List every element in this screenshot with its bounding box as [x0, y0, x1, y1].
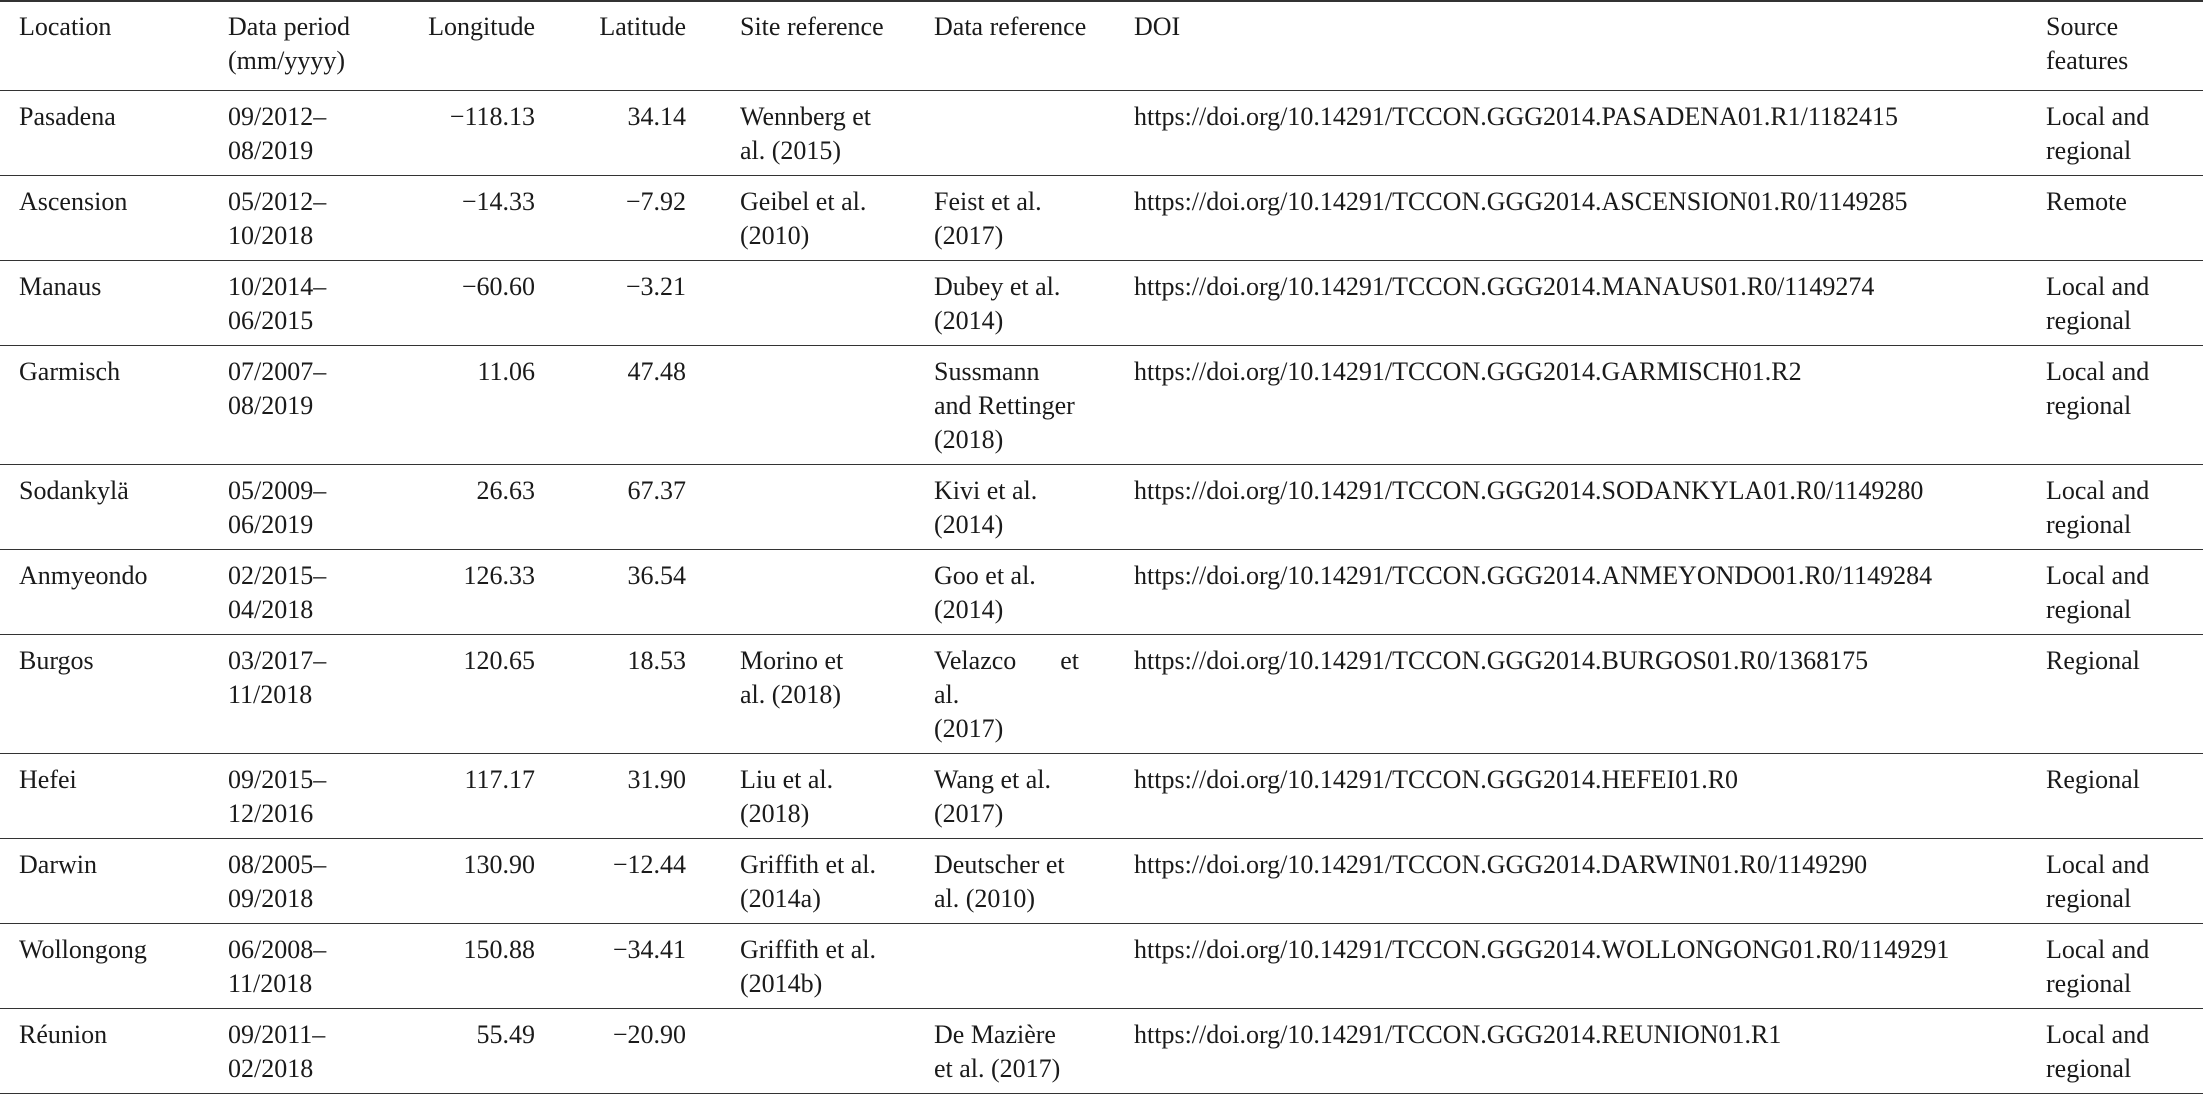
- site-reference-line: (2014a): [740, 884, 821, 913]
- cell-longitude: 150.88: [463, 935, 535, 964]
- cell-source-features: [2046, 346, 2203, 465]
- data-reference-line: (2017): [934, 714, 1004, 743]
- data-reference-line: (2014): [934, 595, 1004, 624]
- table-row: [0, 346, 2203, 465]
- cell-latitude: −12.44: [612, 850, 686, 879]
- site-reference-line: Liu et al.: [740, 765, 834, 794]
- period-end: 02/2018: [228, 1054, 314, 1083]
- period-start: 10/2014–: [228, 272, 327, 301]
- header-row: [0, 1, 2203, 91]
- header-doi: DOI: [1134, 12, 1181, 41]
- cell-data-period: [214, 839, 403, 924]
- cell-longitude: −60.60: [461, 272, 535, 301]
- cell-data-reference: [918, 261, 1121, 346]
- cell-data-reference: [918, 635, 1121, 754]
- cell-source-features: [2046, 550, 2203, 635]
- cell-location: Garmisch: [19, 357, 121, 386]
- cell-longitude: 11.06: [477, 357, 535, 386]
- cell-location: Burgos: [19, 646, 94, 675]
- source-line: Local and: [2046, 561, 2150, 590]
- cell-doi-link[interactable]: https://doi.org/10.14291/TCCON.GGG2014.ASCENSION01.R0/1149285: [1134, 187, 1908, 216]
- cell-latitude: 31.90: [627, 765, 686, 794]
- cell-data-period: [214, 1009, 403, 1094]
- header-source-features: Source features: [2046, 12, 2129, 75]
- cell-latitude: 67.37: [627, 476, 686, 505]
- table-row: [0, 465, 2203, 550]
- cell-source-features: [2046, 635, 2203, 754]
- cell-site-reference: [724, 91, 918, 176]
- source-line: Local and: [2046, 357, 2150, 386]
- cell-latitude: 18.53: [627, 646, 686, 675]
- cell-data-period: [214, 261, 403, 346]
- header-longitude: Longitude: [428, 12, 535, 41]
- cell-doi-link[interactable]: https://doi.org/10.14291/TCCON.GGG2014.SODANKYLA01.R0/1149280: [1134, 476, 1924, 505]
- source-line: Local and: [2046, 476, 2150, 505]
- cell-doi-link[interactable]: https://doi.org/10.14291/TCCON.GGG2014.DARWIN01.R0/1149290: [1134, 850, 1868, 879]
- data-reference-line: et al. (2017): [934, 1054, 1061, 1083]
- cell-source-features: [2046, 91, 2203, 176]
- site-reference-line: (2014b): [740, 969, 823, 998]
- period-start: 02/2015–: [228, 561, 327, 590]
- cell-source-features: [2046, 261, 2203, 346]
- data-reference-line: (2014): [934, 306, 1004, 335]
- table-row: [0, 839, 2203, 924]
- source-line: Local and: [2046, 1020, 2150, 1049]
- period-end: 11/2018: [228, 969, 313, 998]
- data-reference-line: Feist et al.: [934, 187, 1042, 216]
- source-line: Remote: [2046, 187, 2127, 216]
- source-line: regional: [2046, 595, 2132, 624]
- cell-doi-link[interactable]: https://doi.org/10.14291/TCCON.GGG2014.ANMEYONDO01.R0/1149284: [1134, 561, 1933, 590]
- cell-data-reference: [918, 839, 1121, 924]
- cell-location: Réunion: [19, 1020, 108, 1049]
- cell-latitude: 36.54: [627, 561, 686, 590]
- table-body: [0, 91, 2203, 1094]
- site-reference-line: Geibel et al.: [740, 187, 867, 216]
- cell-latitude: 47.48: [627, 357, 686, 386]
- cell-location: Manaus: [19, 272, 102, 301]
- source-line: Regional: [2046, 646, 2140, 675]
- cell-doi-link[interactable]: https://doi.org/10.14291/TCCON.GGG2014.MANAUS01.R0/1149274: [1134, 272, 1875, 301]
- table-row: [0, 176, 2203, 261]
- cell-site-reference: [724, 176, 918, 261]
- cell-longitude: 117.17: [464, 765, 535, 794]
- cell-source-features: [2046, 839, 2203, 924]
- source-line: Local and: [2046, 935, 2150, 964]
- data-reference-line: Goo et al.: [934, 561, 1036, 590]
- period-end: 09/2018: [228, 884, 314, 913]
- source-line: regional: [2046, 969, 2132, 998]
- cell-doi-link[interactable]: https://doi.org/10.14291/TCCON.GGG2014.HEFEI01.R0: [1134, 765, 1739, 794]
- cell-doi-link[interactable]: https://doi.org/10.14291/TCCON.GGG2014.BURGOS01.R0/1368175: [1134, 646, 1869, 675]
- cell-data-reference: [918, 924, 1121, 1009]
- cell-data-period: [214, 754, 403, 839]
- cell-data-reference: [918, 91, 1121, 176]
- period-end: 08/2019: [228, 391, 314, 420]
- cell-site-reference: [724, 261, 918, 346]
- cell-longitude: 120.65: [463, 646, 535, 675]
- cell-location: Anmyeondo: [19, 561, 148, 590]
- period-start: 09/2015–: [228, 765, 327, 794]
- cell-data-reference: [918, 1009, 1121, 1094]
- data-reference-line: Dubey et al.: [934, 272, 1061, 301]
- period-start: 07/2007–: [228, 357, 327, 386]
- data-reference-line: Wang et al.: [934, 765, 1052, 794]
- data-reference-line: Sussmann: [934, 357, 1040, 386]
- data-reference-line: al. (2010): [934, 884, 1036, 913]
- table-row: [0, 261, 2203, 346]
- cell-latitude: 34.14: [627, 102, 686, 131]
- cell-doi-link[interactable]: https://doi.org/10.14291/TCCON.GGG2014.GARMISCH01.R2: [1134, 357, 1802, 386]
- header-latitude: Latitude: [599, 12, 686, 41]
- data-reference-line: (2017): [934, 221, 1004, 250]
- data-reference-line: and Rettinger: [934, 391, 1075, 420]
- cell-doi-link[interactable]: https://doi.org/10.14291/TCCON.GGG2014.PASADENA01.R1/1182415: [1134, 102, 1898, 131]
- cell-latitude: −7.92: [625, 187, 686, 216]
- table-row: [0, 550, 2203, 635]
- source-line: Local and: [2046, 272, 2150, 301]
- cell-data-period: [214, 91, 403, 176]
- cell-site-reference: [724, 465, 918, 550]
- source-line: regional: [2046, 391, 2132, 420]
- cell-site-reference: [724, 635, 918, 754]
- cell-longitude: 55.49: [476, 1020, 535, 1049]
- cell-source-features: [2046, 465, 2203, 550]
- cell-longitude: 26.63: [476, 476, 535, 505]
- cell-location: Ascension: [19, 187, 128, 216]
- data-reference-line: (2017): [934, 799, 1004, 828]
- site-reference-line: Morino et: [740, 646, 844, 675]
- cell-data-period: [214, 176, 403, 261]
- cell-site-reference: [724, 754, 918, 839]
- data-reference-line: (2014): [934, 510, 1004, 539]
- cell-data-period: [214, 550, 403, 635]
- cell-longitude: 126.33: [463, 561, 535, 590]
- data-reference-word: et: [1060, 646, 1079, 675]
- period-end: 04/2018: [228, 595, 314, 624]
- cell-doi-link[interactable]: https://doi.org/10.14291/TCCON.GGG2014.WOLLONGONG01.R0/1149291: [1134, 935, 1950, 964]
- header-site-reference: Site reference: [740, 12, 884, 41]
- cell-data-period: [214, 635, 403, 754]
- cell-data-reference: [918, 176, 1121, 261]
- cell-source-features: [2046, 754, 2203, 839]
- table-row: [0, 754, 2203, 839]
- cell-data-reference: [918, 550, 1121, 635]
- site-reference-line: al. (2018): [740, 680, 842, 709]
- table-row: [0, 635, 2203, 754]
- cell-doi-link[interactable]: https://doi.org/10.14291/TCCON.GGG2014.REUNION01.R1: [1134, 1020, 1782, 1049]
- cell-data-reference: [918, 754, 1121, 839]
- cell-location: Hefei: [19, 765, 77, 794]
- source-line: Regional: [2046, 765, 2140, 794]
- cell-source-features: [2046, 924, 2203, 1009]
- source-line: regional: [2046, 1054, 2132, 1083]
- cell-location: Pasadena: [19, 102, 116, 131]
- table-row: [0, 924, 2203, 1009]
- cell-data-period: [214, 924, 403, 1009]
- period-start: 05/2009–: [228, 476, 327, 505]
- source-line: Local and: [2046, 850, 2150, 879]
- cell-location: Sodankylä: [19, 476, 129, 505]
- source-line: regional: [2046, 136, 2132, 165]
- period-start: 05/2012–: [228, 187, 327, 216]
- cell-latitude: −34.41: [612, 935, 686, 964]
- source-line: regional: [2046, 884, 2132, 913]
- cell-location: Wollongong: [19, 935, 147, 964]
- site-reference-line: al. (2015): [740, 136, 842, 165]
- data-reference-word: Velazco: [934, 646, 1017, 675]
- data-reference-line: al.: [934, 680, 960, 709]
- period-end: 11/2018: [228, 680, 313, 709]
- cell-site-reference: [724, 924, 918, 1009]
- data-reference-line: De Mazière: [934, 1020, 1056, 1049]
- period-start: 06/2008–: [228, 935, 327, 964]
- period-start: 03/2017–: [228, 646, 327, 675]
- cell-site-reference: [724, 839, 918, 924]
- cell-longitude: −14.33: [461, 187, 535, 216]
- header-data-reference: Data reference: [934, 12, 1087, 41]
- cell-source-features: [2046, 176, 2203, 261]
- cell-data-reference: [918, 465, 1121, 550]
- period-end: 10/2018: [228, 221, 314, 250]
- source-line: regional: [2046, 510, 2132, 539]
- data-reference-line: Deutscher et: [934, 850, 1065, 879]
- site-reference-line: Griffith et al.: [740, 850, 876, 879]
- cell-location: Darwin: [19, 850, 97, 879]
- table-row: [0, 1009, 2203, 1094]
- cell-site-reference: [724, 550, 918, 635]
- period-end: 12/2016: [228, 799, 314, 828]
- data-reference-line: [934, 644, 1079, 678]
- cell-source-features: [2046, 1009, 2203, 1094]
- period-end: 06/2019: [228, 510, 314, 539]
- cell-longitude: −118.13: [449, 102, 535, 131]
- cell-longitude: 130.90: [463, 850, 535, 879]
- period-start: 09/2011–: [228, 1020, 326, 1049]
- cell-data-reference: [918, 346, 1121, 465]
- cell-site-reference: [724, 346, 918, 465]
- header-data-period: Data period (mm/yyyy): [228, 12, 351, 75]
- cell-latitude: −20.90: [612, 1020, 686, 1049]
- site-reference-line: (2010): [740, 221, 810, 250]
- period-start: 08/2005–: [228, 850, 327, 879]
- table-row: [0, 91, 2203, 176]
- site-reference-line: Griffith et al.: [740, 935, 876, 964]
- period-end: 06/2015: [228, 306, 314, 335]
- period-end: 08/2019: [228, 136, 314, 165]
- source-line: regional: [2046, 306, 2132, 335]
- source-line: Local and: [2046, 102, 2150, 131]
- site-reference-line: (2018): [740, 799, 810, 828]
- cell-data-period: [214, 346, 403, 465]
- cell-data-period: [214, 465, 403, 550]
- data-reference-line: Kivi et al.: [934, 476, 1038, 505]
- site-reference-line: Wennberg et: [740, 102, 871, 131]
- table-header: [0, 1, 2203, 91]
- period-start: 09/2012–: [228, 102, 327, 131]
- cell-latitude: −3.21: [625, 272, 686, 301]
- data-reference-line: (2018): [934, 425, 1004, 454]
- header-location: Location: [19, 12, 112, 41]
- cell-site-reference: [724, 1009, 918, 1094]
